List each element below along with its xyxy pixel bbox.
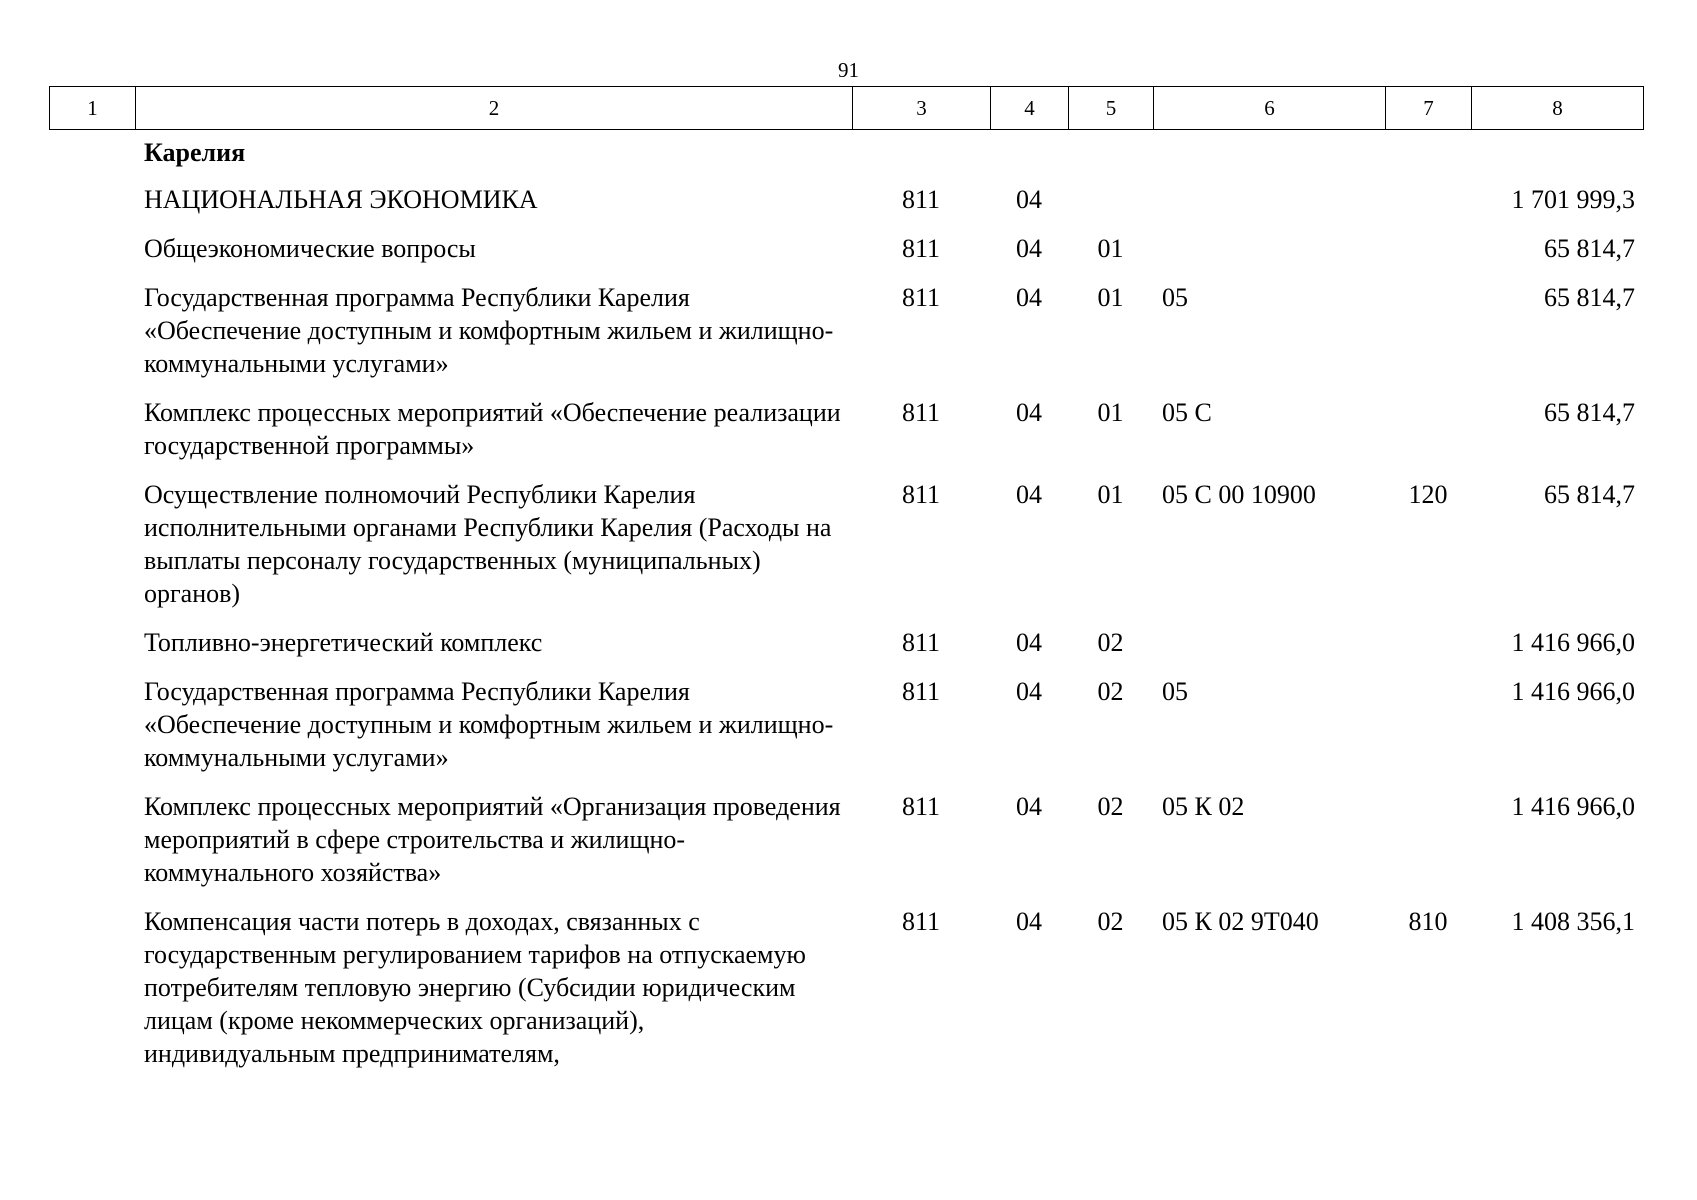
row-name: Топливно-энергетический комплекс <box>144 628 543 657</box>
table-row <box>49 905 1643 1086</box>
row-code-subsection: 01 <box>1097 480 1124 509</box>
row-code-subsection: 01 <box>1097 398 1124 427</box>
row-amount: 65 814,7 <box>1544 234 1635 263</box>
row-code-section: 04 <box>1016 628 1042 657</box>
row-amount: 1 408 356,1 <box>1511 907 1635 936</box>
row-code-ministry: 811 <box>901 185 941 214</box>
row-name: Государственная программа Республики Карелия «Обеспечение доступным и комфортным жильем и жилищно-коммунальными услугами» <box>144 283 834 378</box>
row-code-target: 05 К 02 9Т040 <box>1162 907 1319 936</box>
table-row <box>49 626 1643 675</box>
header-col-2: 2 <box>136 87 853 130</box>
header-row <box>50 87 1644 130</box>
row-code-target <box>1153 232 1385 281</box>
row-code-section: 04 <box>1016 480 1042 509</box>
budget-table <box>49 136 1643 1086</box>
table-row <box>49 675 1643 790</box>
row-code-ministry: 811 <box>901 480 941 509</box>
row-code-section: 04 <box>1016 234 1042 263</box>
header-col-5: 5 <box>1069 87 1154 130</box>
table-row <box>49 281 1643 396</box>
row-code-subsection: 02 <box>1097 907 1124 936</box>
row-code-expense-type <box>1385 281 1471 396</box>
row-code-section: 04 <box>1016 907 1042 936</box>
row-code-ministry: 811 <box>901 792 941 821</box>
row-code-subsection: 01 <box>1097 283 1124 312</box>
section-title: Карелия <box>144 138 246 167</box>
row-code-target: 05 С 00 10900 <box>1162 480 1316 509</box>
column-number-header <box>49 86 1644 130</box>
row-name: Комплекс процессных мероприятий «Организация проведения мероприятий в сфере строительства и жилищно-коммунального хозяйства» <box>144 792 841 887</box>
row-code-ministry: 811 <box>901 628 941 657</box>
row-code-expense-type <box>1385 232 1471 281</box>
row-code-expense-type <box>1385 396 1471 478</box>
header-col-3: 3 <box>853 87 991 130</box>
row-code-subsection: 01 <box>1097 234 1124 263</box>
row-code-expense-type <box>1385 790 1471 905</box>
row-code-expense-type: 810 <box>1408 907 1448 936</box>
header-col-4: 4 <box>991 87 1069 130</box>
row-name: НАЦИОНАЛЬНАЯ ЭКОНОМИКА <box>144 185 538 214</box>
row-amount: 1 416 966,0 <box>1511 628 1635 657</box>
row-code-target: 05 <box>1162 677 1188 706</box>
row-code-expense-type <box>1385 626 1471 675</box>
section-title-row <box>49 136 1643 183</box>
row-code-ministry: 811 <box>901 234 941 263</box>
row-name: Осуществление полномочий Республики Карелия исполнительными органами Республики Карелия (Расходы на выплаты персоналу государственных (муниципальных) органов) <box>144 480 832 608</box>
row-code-section: 04 <box>1016 283 1042 312</box>
table-row <box>49 183 1643 232</box>
row-name: Общеэкономические вопросы <box>144 234 476 263</box>
row-code-subsection: 02 <box>1097 628 1124 657</box>
row-code-expense-type <box>1385 183 1471 232</box>
header-col-8: 8 <box>1472 87 1644 130</box>
row-code-target: 05 <box>1162 283 1188 312</box>
row-code-target: 05 К 02 <box>1162 792 1245 821</box>
row-amount: 1 416 966,0 <box>1511 792 1635 821</box>
row-code-subsection: 02 <box>1097 792 1124 821</box>
header-col-1: 1 <box>50 87 136 130</box>
row-amount: 65 814,7 <box>1544 480 1635 509</box>
row-code-subsection: 02 <box>1097 677 1124 706</box>
table-row <box>49 478 1643 626</box>
row-code-target <box>1153 626 1385 675</box>
table-row <box>49 790 1643 905</box>
table-row <box>49 232 1643 281</box>
row-amount: 1 416 966,0 <box>1511 677 1635 706</box>
row-code-expense-type: 120 <box>1408 480 1448 509</box>
row-code-section: 04 <box>1016 677 1042 706</box>
row-code-ministry: 811 <box>901 398 941 427</box>
row-amount: 65 814,7 <box>1544 283 1635 312</box>
row-code-ministry: 811 <box>901 283 941 312</box>
header-col-7: 7 <box>1386 87 1472 130</box>
row-name: Комплекс процессных мероприятий «Обеспечение реализации государственной программы» <box>144 398 841 460</box>
row-code-section: 04 <box>1016 792 1042 821</box>
row-code-target: 05 С <box>1162 398 1212 427</box>
table-row <box>49 396 1643 478</box>
row-code-expense-type <box>1385 675 1471 790</box>
row-code-section: 04 <box>1016 398 1042 427</box>
row-code-ministry: 811 <box>901 907 941 936</box>
row-code-section: 04 <box>1016 185 1042 214</box>
row-amount: 65 814,7 <box>1544 398 1635 427</box>
row-name: Компенсация части потерь в доходах, связанных с государственным регулированием тарифов на отпускаемую потребителям тепловую энергию (Субсидии юридическим лицам (кроме некоммерческих организаций), индивидуальным предпринимателям, <box>144 907 806 1068</box>
page-number: 91 <box>838 58 859 82</box>
row-amount: 1 701 999,3 <box>1511 185 1635 214</box>
row-code-ministry: 811 <box>901 677 941 706</box>
row-name: Государственная программа Республики Карелия «Обеспечение доступным и комфортным жильем и жилищно-коммунальными услугами» <box>144 677 834 772</box>
row-code-target <box>1153 183 1385 232</box>
row-code-subsection <box>1068 183 1153 232</box>
header-col-6: 6 <box>1154 87 1386 130</box>
